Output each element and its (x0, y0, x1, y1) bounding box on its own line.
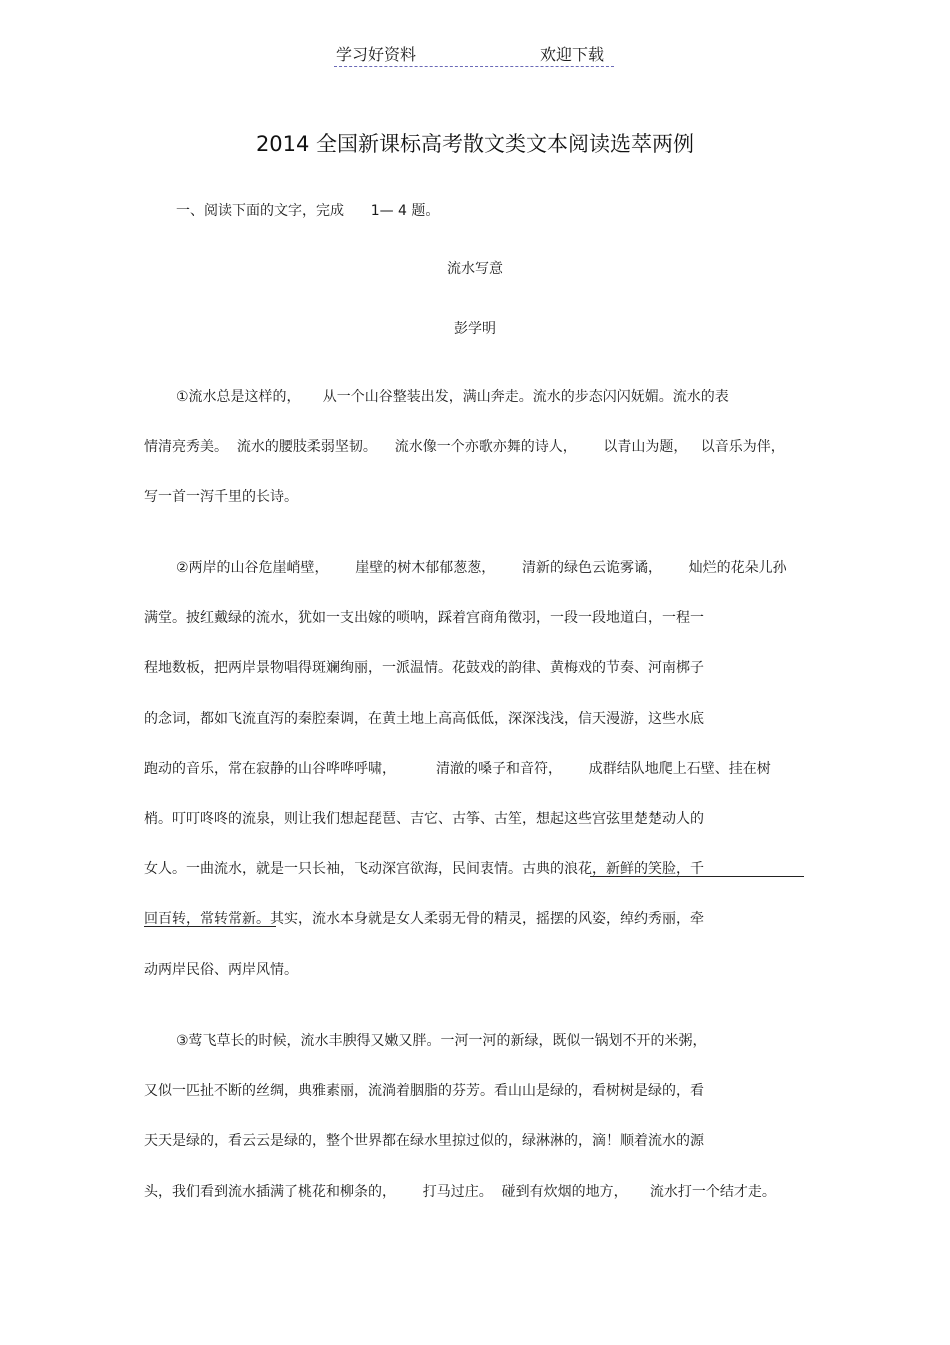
underline-mark (144, 926, 276, 927)
essay-author: 彭学明 (454, 321, 496, 337)
essay-title: 流水写意 (447, 261, 503, 277)
para2-line: 梢。叮叮咚咚的流泉，则让我们想起琵琶、吉它、古筝、古笙，想起这些宫弦里楚楚动人的 (144, 811, 704, 827)
para2-line: ②两岸的山谷危崖峭壁， 崖壁的树木郁郁葱葱， 清新的绿色云诡雾谲， 灿烂的花朵儿孙 (176, 560, 787, 576)
para1-line: ①流水总是这样的， 从一个山谷整装出发，满山奔走。流水的步态闪闪妩媚。流水的表 (176, 389, 729, 405)
para3-line: 天天是绿的，看云云是绿的，整个世界都在绿水里掠过似的，绿淋淋的，滴！顺着流水的源 (144, 1133, 704, 1149)
para2-line: 跑动的音乐，常在寂静的山谷哗哗呼啸， 清澈的嗓子和音符， 成群结队地爬上石壁、挂在树 (144, 761, 771, 777)
para1-line: 情清亮秀美。 流水的腰肢柔弱坚韧。 流水像一个亦歌亦舞的诗人， 以青山为题， 以音乐为伴， (144, 439, 785, 455)
para2-line: 女人。一曲流水，就是一只长袖，飞动深宫欲海，民间衷情。古典的浪花，新鲜的笑脸，千 (144, 861, 704, 877)
para2-line: 满堂。披红戴绿的流水，犹如一支出嫁的唢呐，踩着宫商角徵羽，一段一段地道白，一程一 (144, 610, 704, 626)
para3-line: 又似一匹扯不断的丝绸，典雅素丽，流淌着胭脂的芬芳。看山山是绿的，看树树是绿的，看 (144, 1083, 704, 1099)
para2-line: 回百转，常转常新。其实，流水本身就是女人柔弱无骨的精灵，摇摆的风姿，绰约秀丽，牵 (144, 911, 704, 927)
document-title: 2014 全国新课标高考散文类文本阅读选萃两例 (255, 132, 695, 156)
para3-line: ③莺飞草长的时候，流水丰腴得又嫩又胖。一河一河的新绿，既似一锅划不开的米粥， (176, 1033, 707, 1049)
question-instruction: 一、阅读下面的文字，完成 1— 4 题。 (176, 203, 440, 219)
para3-line: 头，我们看到流水插满了桃花和柳条的， 打马过庄。 碰到有炊烟的地方， 流水打一个结才走。 (144, 1184, 776, 1200)
para2-line: 动两岸民俗、两岸风情。 (144, 962, 298, 978)
para2-line: 的念词，都如飞流直泻的秦腔秦调，在黄土地上高高低低，深深浅浅，信天漫游，这些水底 (144, 711, 704, 727)
header-left-text: 学习好资料 (336, 45, 417, 64)
underline-mark (590, 876, 804, 877)
para1-line: 写一首一泻千里的长诗。 (144, 489, 298, 505)
header-right-text: 欢迎下载 (540, 45, 605, 64)
para2-line: 程地数板，把两岸景物唱得斑斓绚丽，一派温情。花鼓戏的韵律、黄梅戏的节奏、河南梆子 (144, 660, 704, 676)
page-header (334, 40, 614, 67)
